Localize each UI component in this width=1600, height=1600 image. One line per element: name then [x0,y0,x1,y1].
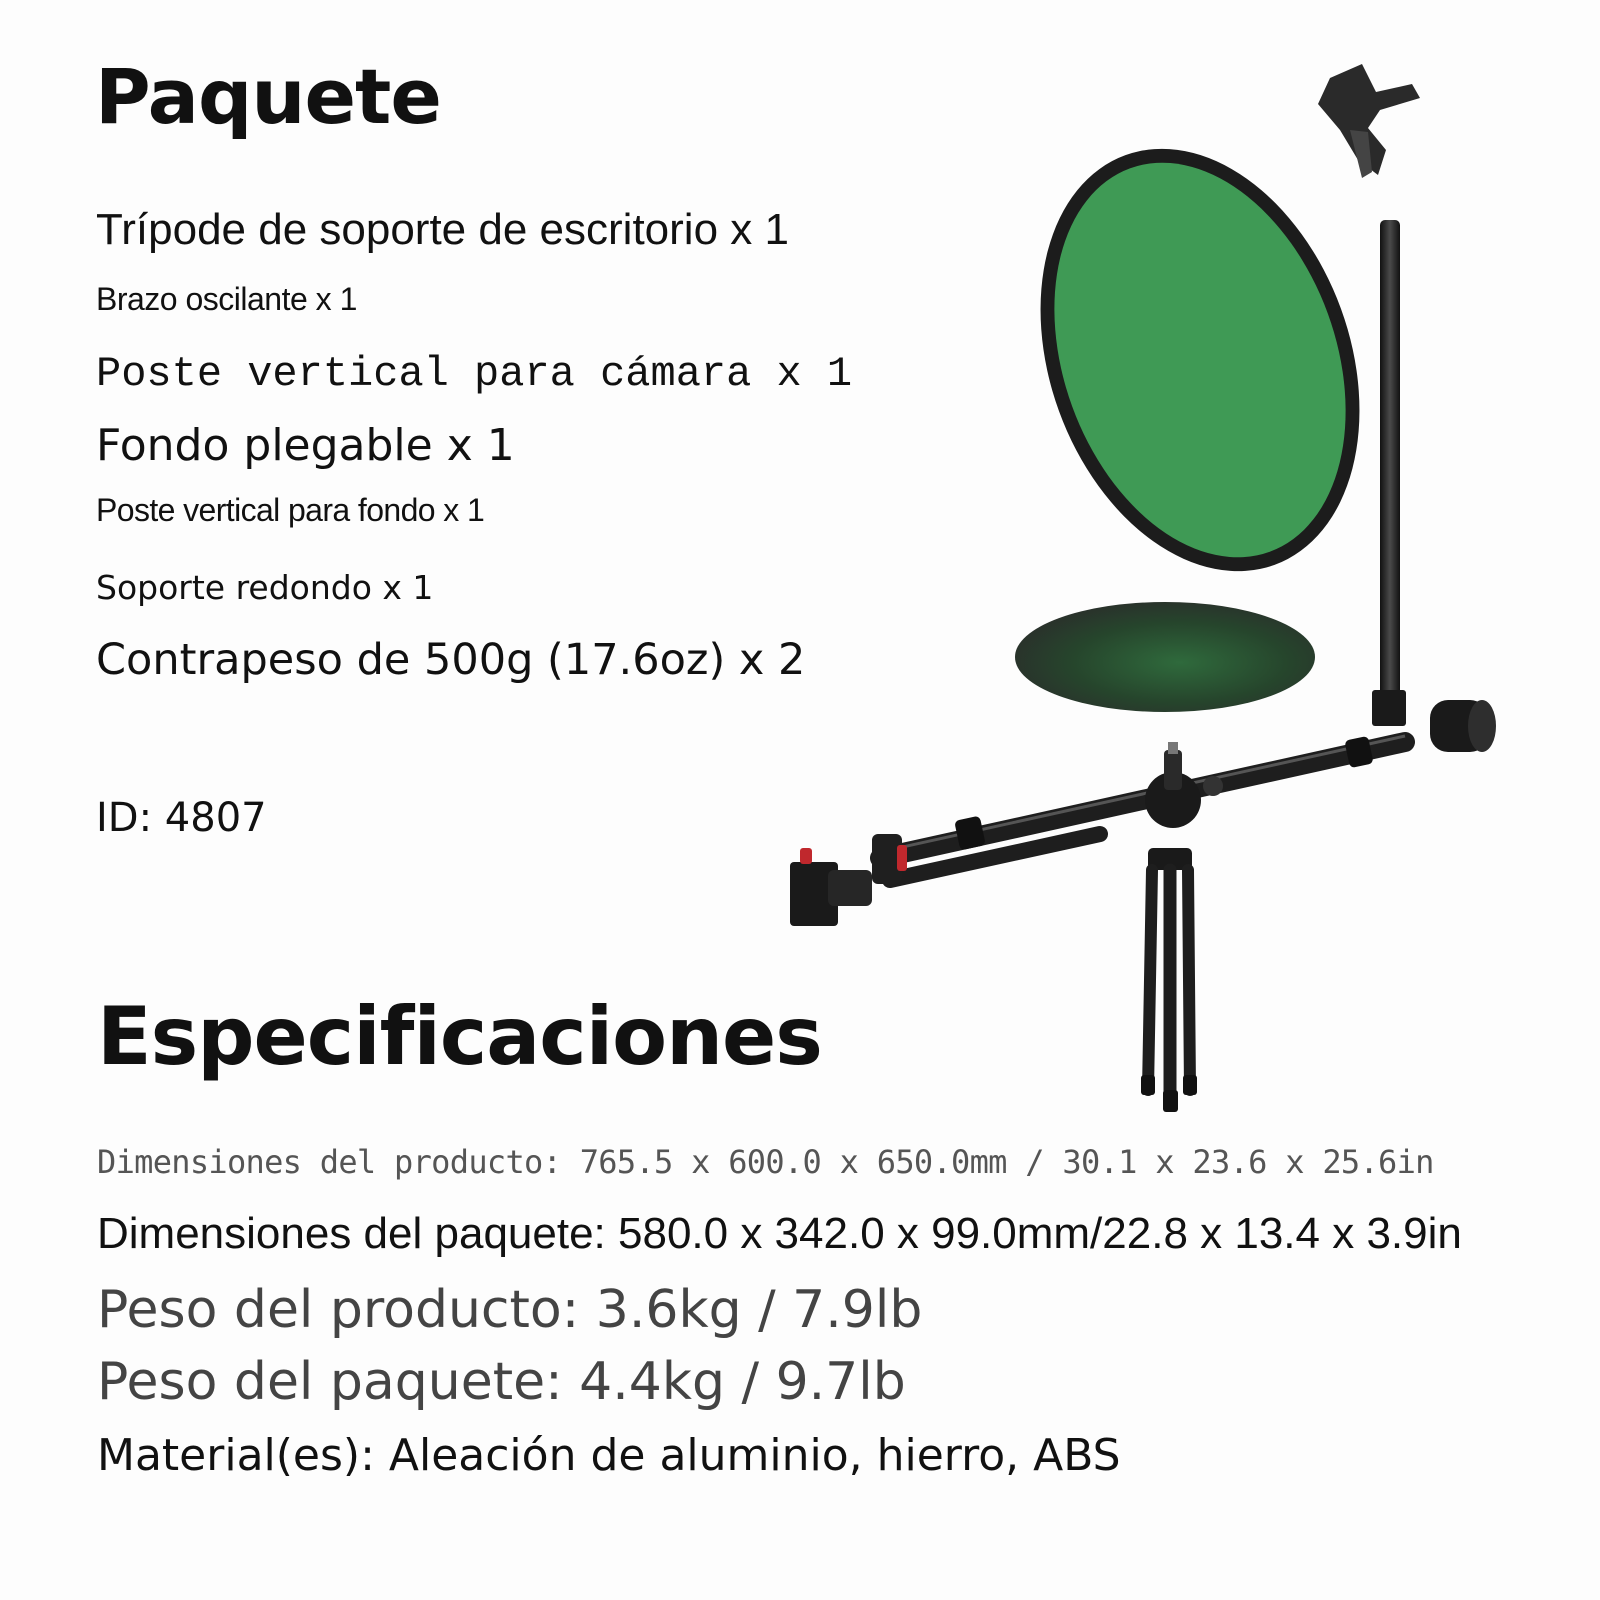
package-item-swing-arm: Brazo oscilante x 1 [96,281,357,317]
round-base-icon [1015,602,1315,712]
swing-arm-icon [790,736,1405,926]
package-item-backdrop: Fondo plegable x 1 [96,420,515,471]
package-item-camera-pole: Poste vertical para cámara x 1 [96,350,853,398]
package-item-round-base: Soporte redondo x 1 [96,568,434,607]
spec-materials: Material(es): Aleación de aluminio, hierro, ABS [97,1430,1121,1481]
tripod-icon [1141,848,1197,1112]
clamp-icon [1318,64,1420,178]
counterweight-icon [1430,700,1496,752]
spec-package-dimensions: Dimensiones del paquete: 580.0 x 342.0 x 99.0mm/22.8 x 13.4 x 3.9in [97,1209,1462,1258]
package-item-backdrop-pole: Poste vertical para fondo x 1 [96,492,485,528]
spec-package-weight: Peso del paquete: 4.4kg / 9.7lb [97,1352,906,1412]
backdrop-pole-icon [1372,220,1406,726]
spec-product-weight: Peso del producto: 3.6kg / 7.9lb [97,1280,923,1340]
package-title: Paquete [95,52,441,141]
package-item-tripod: Trípode de soporte de escritorio x 1 [96,205,789,254]
green-backdrop-icon [984,104,1415,616]
package-item-counterweight: Contrapeso de 500g (17.6oz) x 2 [96,635,806,685]
specs-title: Especificaciones [97,990,822,1083]
package-id: ID: 4807 [96,795,267,841]
spec-product-dimensions: Dimensiones del producto: 765.5 x 600.0 x 650.0mm / 30.1 x 23.6 x 25.6in [97,1143,1434,1181]
